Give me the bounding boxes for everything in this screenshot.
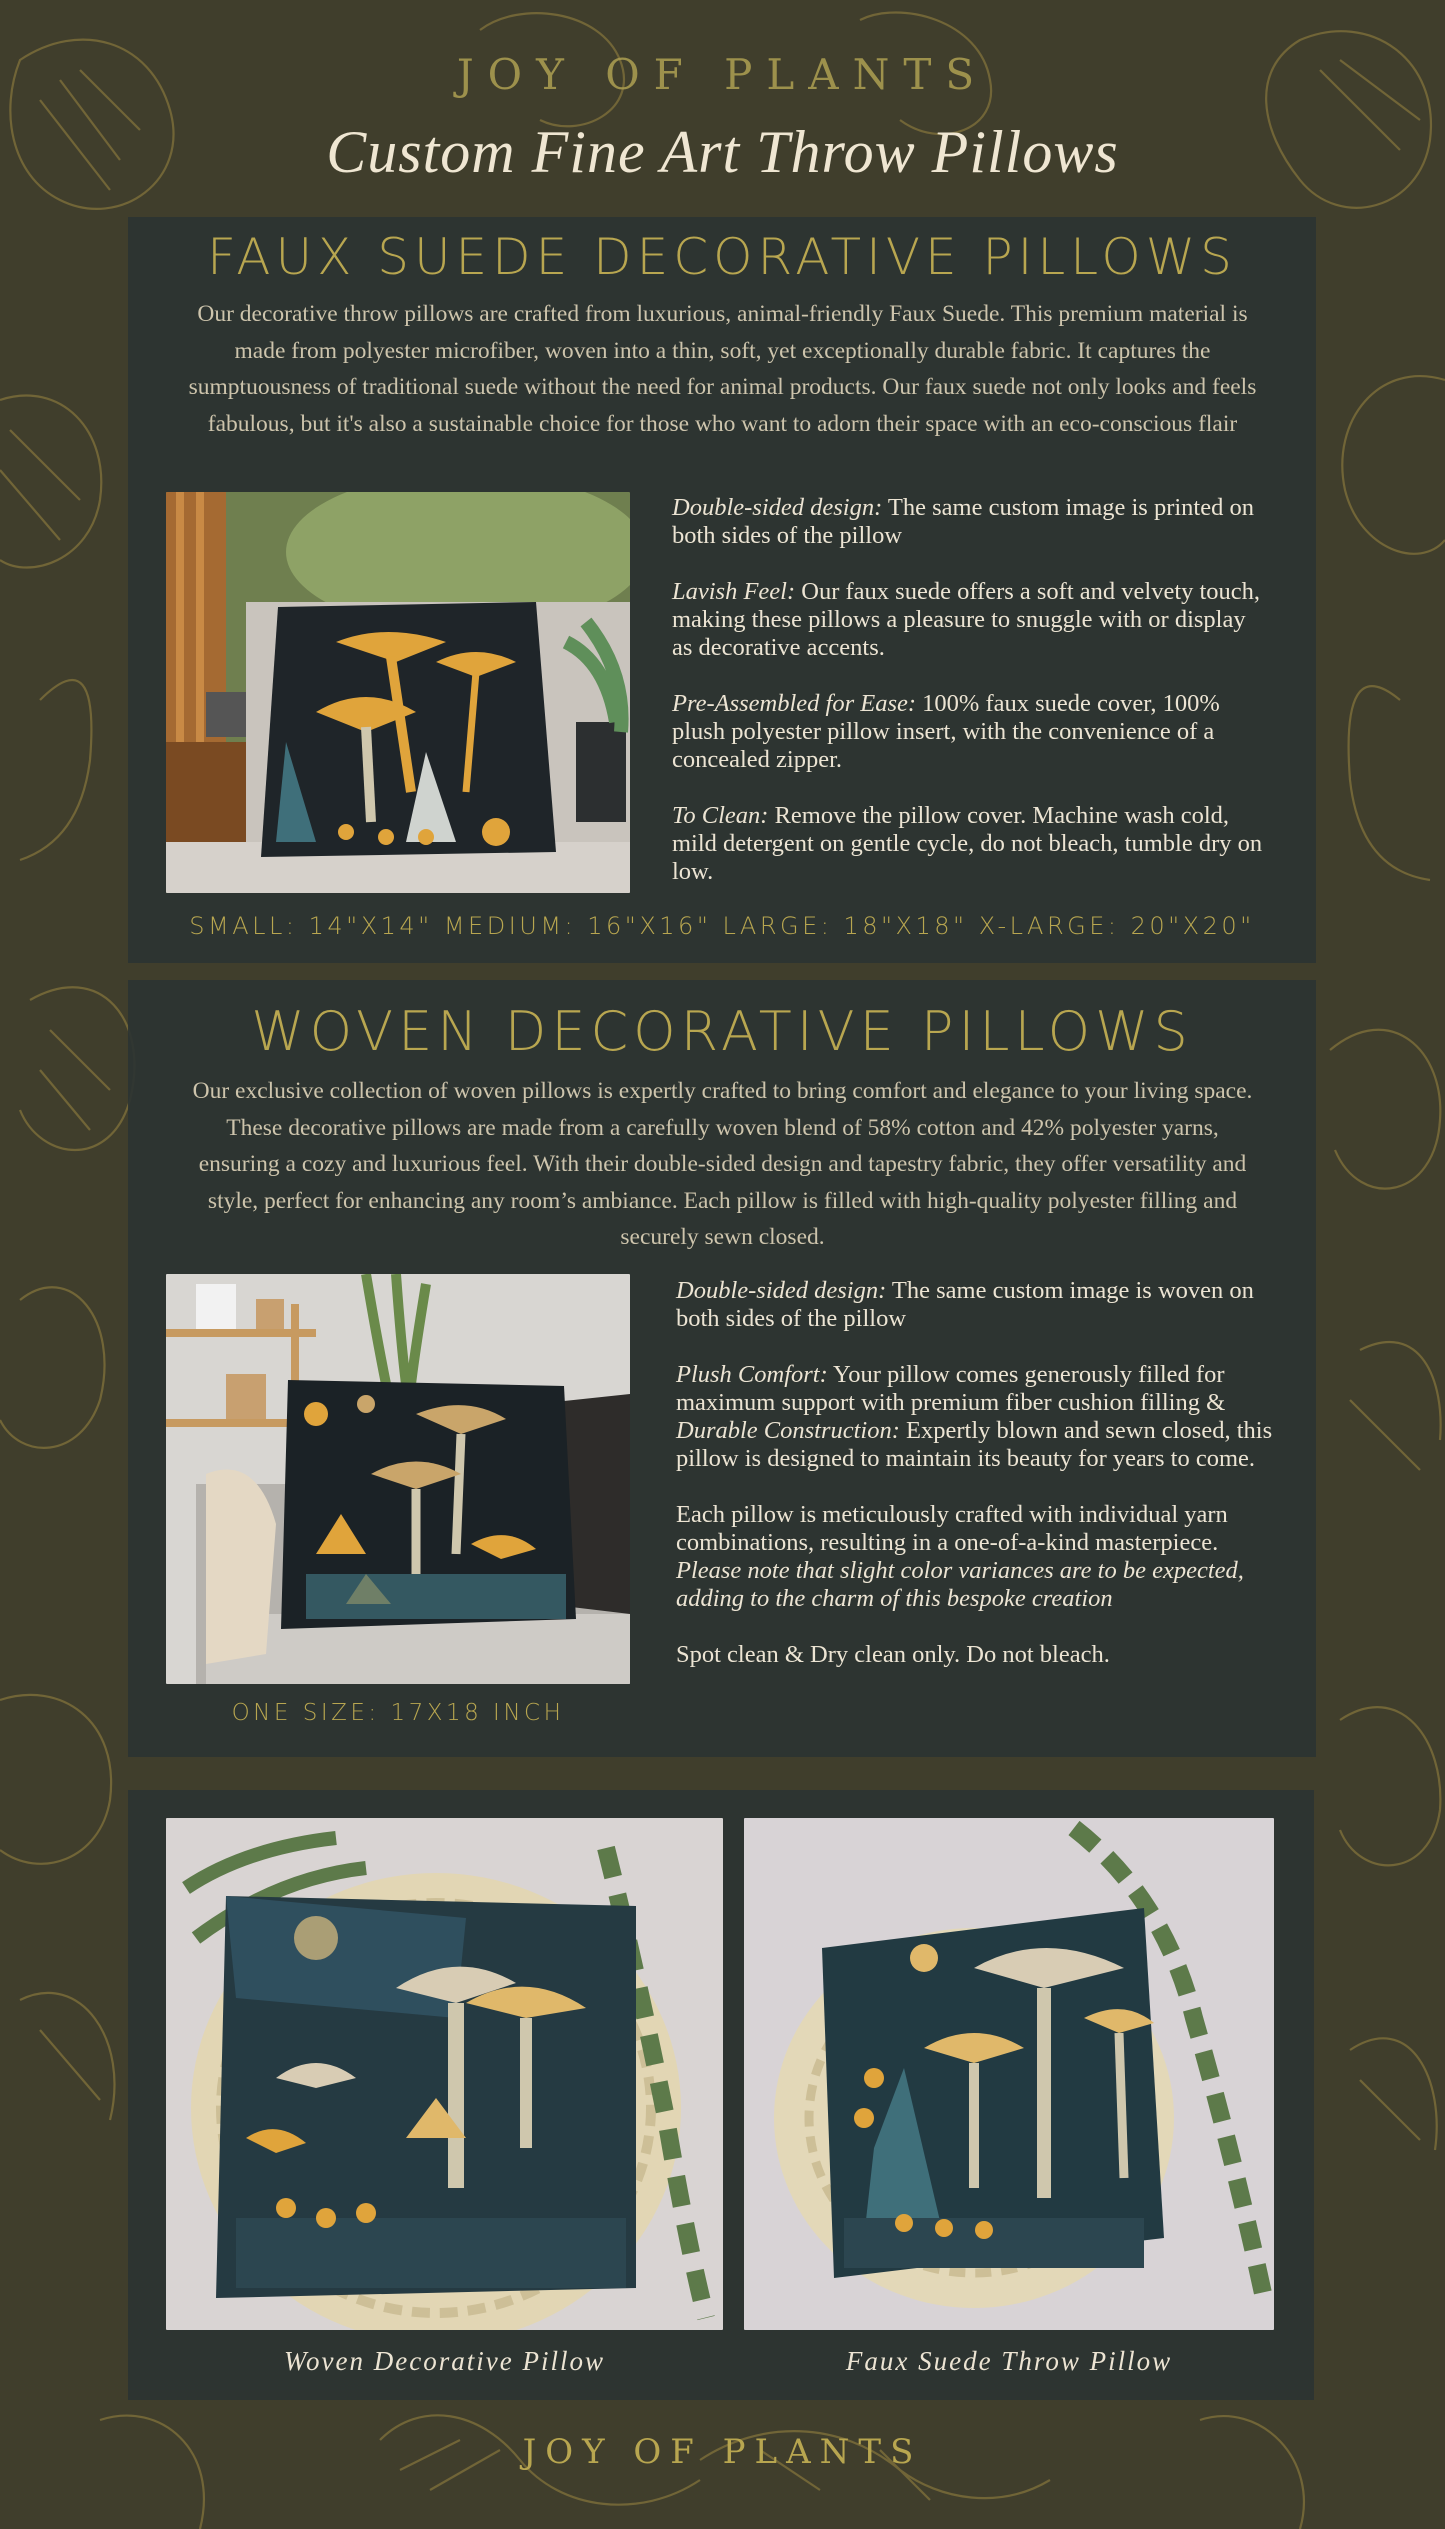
feature-text: 100% faux suede cover, 100% plush polyester pillow insert, with the convenience of a concealed zipper. (672, 690, 1220, 773)
feature-text: Each pillow is meticulously crafted with individual yarn combinations, resulting in a one-of-a-kind masterpiece. (676, 1501, 1228, 1556)
feature-note: Please note that slight color variances are to be expected, adding to the charm of this bespoke creation (676, 1557, 1244, 1612)
feature-item (672, 578, 1272, 662)
faux-suede-sizes: SMALL: 14"X14" MEDIUM: 16"X16" LARGE: 18"X18" X-LARGE: 20"X20" (189, 912, 1255, 940)
feature-item (672, 494, 1272, 550)
feature-text: The same custom image is printed on both sides of the pillow (672, 494, 1254, 549)
gallery-image-faux-suede (744, 1818, 1274, 2330)
brand-logo-top: JOY OF PLANTS (456, 50, 989, 99)
feature-label: Durable Construction: (676, 1417, 900, 1444)
woven-product-image (166, 1274, 630, 1684)
feature-text: Remove the pillow cover. Machine wash cold, mild detergent on gentle cycle, do not bleach, tumble dry on low. (672, 802, 1263, 885)
feature-label: Double-sided design: (672, 494, 883, 521)
faux-suede-heading: FAUX SUEDE DECORATIVE PILLOWS (207, 228, 1237, 286)
feature-label: Plush Comfort: (676, 1361, 828, 1388)
feature-item (676, 1501, 1286, 1613)
feature-item (676, 1277, 1286, 1333)
page-title: Custom Fine Art Throw Pillows (326, 119, 1119, 185)
woven-features (676, 1277, 1286, 1697)
feature-text: Expertly blown and sewn closed, this pillow is designed to maintain its beauty for years to come. (676, 1417, 1273, 1472)
brand-logo-bottom: JOY OF PLANTS (522, 2432, 923, 2472)
feature-text: Our faux suede offers a soft and velvety touch, making these pillows a pleasure to snuggle with or display as decorative accents. (672, 578, 1261, 661)
gallery-caption-woven: Woven Decorative Pillow (284, 2346, 605, 2376)
woven-size: ONE SIZE: 17X18 INCH (231, 1700, 565, 1726)
feature-label: To Clean: (672, 802, 769, 829)
feature-label: Double-sided design: (676, 1277, 887, 1304)
woven-intro: Our exclusive collection of woven pillows is expertly crafted to bring comfort and elegance to your living space. These decorative pillows are made from a carefully woven blend of 58% cotton and 42% polyester yarns, ensuring a cozy and luxurious feel. With their double-sided design and tapestry fabric, they offer versatility and style, perfect for enhancing any room’s ambiance. Each pillow is filled with high-quality polyester filling and securely sewn closed. (192, 1078, 1253, 1250)
feature-label: Pre-Assembled for Ease: (672, 690, 917, 717)
gallery-image-woven (166, 1818, 723, 2330)
feature-text: The same custom image is woven on both sides of the pillow (676, 1277, 1254, 1332)
faux-suede-features (672, 494, 1272, 914)
feature-label: Lavish Feel: (672, 578, 796, 605)
faux-suede-intro: Our decorative throw pillows are crafted from luxurious, animal-friendly Faux Suede. This premium material is made from polyester microfiber, woven into a thin, soft, yet exceptionally durable fabric. It captures the sumptuousness of traditional suede without the need for animal products. Our faux suede not only looks and feels fabulous, but it's also a sustainable choice for those who want to adorn their space with an eco-conscious flair (188, 301, 1257, 437)
feature-item (672, 802, 1272, 886)
woven-heading: WOVEN DECORATIVE PILLOWS (251, 1000, 1193, 1063)
gallery-caption-faux-suede: Faux Suede Throw Pillow (845, 2346, 1173, 2376)
feature-text: Your pillow comes generously filled for maximum support with premium fiber cushion filling & (676, 1361, 1226, 1416)
care-instructions: Spot clean & Dry clean only. Do not bleach. (676, 1641, 1110, 1668)
faux-suede-product-image (166, 492, 630, 893)
feature-item (672, 690, 1272, 774)
feature-item (676, 1361, 1286, 1473)
